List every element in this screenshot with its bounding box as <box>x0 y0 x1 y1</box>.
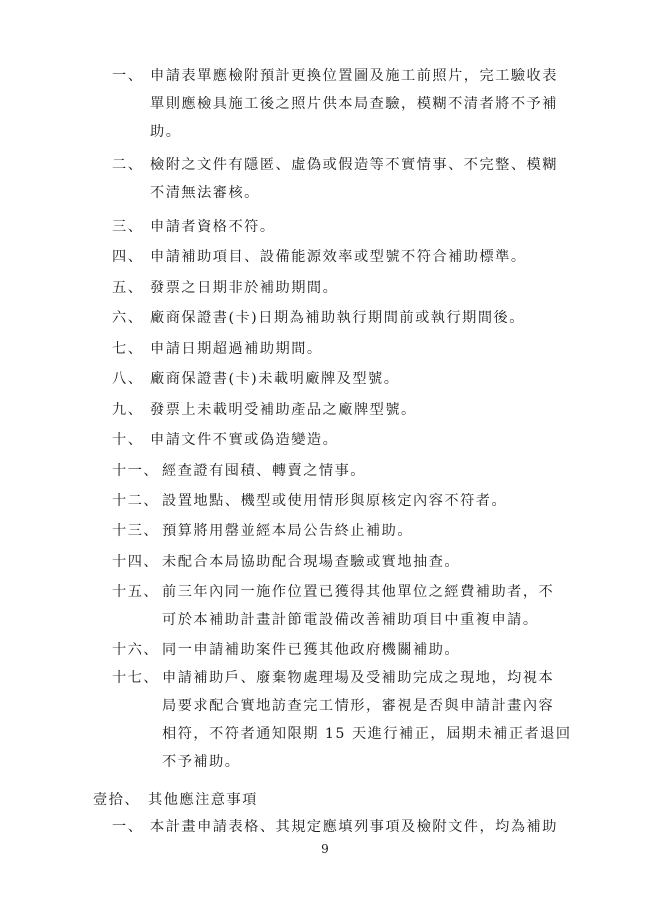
list-item <box>112 487 572 515</box>
list-item <box>112 426 572 454</box>
list-item <box>112 396 572 424</box>
item-number: 五、 <box>112 280 144 296</box>
item-number: 三、 <box>112 219 144 235</box>
list-item <box>112 243 572 271</box>
item-text-line: 可於本補助計畫計節電設備改善補助項目中重複申請。 <box>162 612 539 628</box>
item-text-line: 相符，不符者通知限期 15 天進行補正，屆期未補正者退回 <box>162 726 572 742</box>
item-number: 八、 <box>112 371 144 387</box>
list-item <box>112 151 572 207</box>
item-number: 九、 <box>112 402 144 418</box>
item-number: 一、 <box>112 819 144 835</box>
section-title: 其他應注意事項 <box>148 792 258 808</box>
item-text-line: 檢附之文件有隱匿、虛偽或假造等不實情事、不完整、模糊 <box>150 157 558 173</box>
section-number: 壹拾、 <box>93 792 141 808</box>
list-item <box>112 457 572 485</box>
item-text-line: 廠商保證書(卡)未載明廠牌及型號。 <box>150 371 400 387</box>
list-item <box>112 813 572 841</box>
item-text-line: 申請日期超過補助期間。 <box>150 341 323 357</box>
item-number: 十二、 <box>112 493 160 509</box>
item-text-line: 申請者資格不符。 <box>150 219 276 235</box>
list-item <box>112 636 572 664</box>
item-text-line: 助。 <box>150 124 182 140</box>
list-item <box>112 335 572 363</box>
item-text-line: 設置地點、機型或使用情形與原核定內容不符者。 <box>162 493 508 509</box>
item-text-line: 局要求配合實地訪查完工情形，審視是否與申請計畫內容 <box>162 698 555 714</box>
item-text-line: 本計畫申請表格、其規定應填列事項及檢附文件，均為補助 <box>150 819 558 835</box>
list-item <box>112 365 572 393</box>
item-text-line: 單則應檢具施工後之照片供本局查驗，模糊不清者將不予補 <box>150 96 558 112</box>
item-number: 十一、 <box>112 463 160 479</box>
item-number: 七、 <box>112 341 144 357</box>
item-text-line: 未配合本局協助配合現場查驗或實地抽查。 <box>162 554 461 570</box>
item-text-line: 不清無法審核。 <box>150 185 260 201</box>
item-number: 十六、 <box>112 642 160 658</box>
item-number: 十、 <box>112 432 144 448</box>
list-item <box>112 548 572 576</box>
item-number: 二、 <box>112 157 144 173</box>
list-item <box>112 304 572 332</box>
item-text-line: 預算將用罄並經本局公告終止補助。 <box>162 523 414 539</box>
item-text-line: 不予補助。 <box>162 754 241 770</box>
list-item <box>112 274 572 302</box>
item-text-line: 申請補助戶、廢棄物處理場及受補助完成之現地，均視本 <box>162 670 555 686</box>
list-item <box>112 213 572 241</box>
item-number: 六、 <box>112 310 144 326</box>
page-number: 9 <box>321 842 329 856</box>
item-text-line: 申請表單應檢附預計更換位置圖及施工前照片，完工驗收表 <box>150 68 558 84</box>
item-number: 十三、 <box>112 523 160 539</box>
item-text-line: 前三年內同一施作位置已獲得其他單位之經費補助者，不 <box>162 584 555 600</box>
list-item <box>112 517 572 545</box>
item-text-line: 廠商保證書(卡)日期為補助執行期間前或執行期間後。 <box>150 310 525 326</box>
item-text-line: 經查證有囤積、轉賣之情事。 <box>162 463 366 479</box>
item-number: 十四、 <box>112 554 160 570</box>
item-text-line: 同一申請補助案件已獲其他政府機關補助。 <box>162 642 461 658</box>
item-number: 十五、 <box>112 584 160 600</box>
list-item <box>112 664 572 776</box>
item-number: 一、 <box>112 68 144 84</box>
list-item <box>112 578 572 634</box>
item-text-line: 發票之日期非於補助期間。 <box>150 280 339 296</box>
item-text-line: 發票上未載明受補助產品之廠牌型號。 <box>150 402 417 418</box>
item-text-line: 申請文件不實或偽造變造。 <box>150 432 339 448</box>
item-number: 十七、 <box>112 670 160 686</box>
item-text-line: 申請補助項目、設備能源效率或型號不符合補助標準。 <box>150 249 527 265</box>
list-item <box>112 62 572 146</box>
item-number: 四、 <box>112 249 144 265</box>
